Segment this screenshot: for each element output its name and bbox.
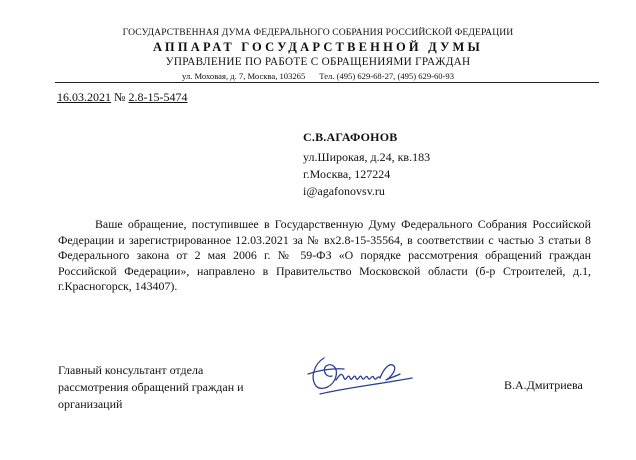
registration-number-sign: № bbox=[114, 90, 126, 104]
handwritten-signature bbox=[300, 348, 420, 403]
recipient-block bbox=[303, 129, 430, 200]
header-divider bbox=[55, 82, 599, 83]
org-name-line: ГОСУДАРСТВЕННАЯ ДУМА ФЕДЕРАЛЬНОГО СОБРАНИЯ РОССИЙСКОЙ ФЕДЕРАЦИИ bbox=[122, 27, 514, 38]
letter-body: Ваше обращение, поступившее в Государственную Думу Федерального Собрания Российской Федерации и зарегистрированное 12.03.2021 за № вх2.8-15-35564, в соответствии с частью 3 статьи 8 Федерального закона от 2 мая 2006 г. № 59-ФЗ «О порядке рассмотрения обращений граждан Российской Федерации», направлено в Правительство Московской области (б-р Строителей, д.1, г.Красногорск, 143407). bbox=[58, 217, 591, 294]
recipient-street: ул.Широкая, д.24, кв.183 bbox=[303, 150, 431, 164]
signer-position bbox=[58, 362, 244, 413]
signer-name: В.А.Дмитриева bbox=[504, 378, 583, 392]
org-address: ул. Моховая, д. 7, Москва, 103265 bbox=[181, 71, 306, 81]
org-phone: Тел. (495) 629-68-27, (495) 629-60-93 bbox=[319, 71, 455, 81]
contacts-line bbox=[0, 71, 636, 81]
recipient-city: г.Москва, 127224 bbox=[303, 167, 391, 181]
registration-line bbox=[57, 90, 187, 105]
signer-position-line: рассмотрения обращений граждан и bbox=[58, 380, 244, 394]
apparatus-title: АППАРАТ ГОСУДАРСТВЕННОЙ ДУМЫ bbox=[153, 40, 483, 54]
recipient-email: i@agafonovsv.ru bbox=[303, 184, 385, 198]
recipient-name: С.В.АГАФОНОВ bbox=[303, 130, 398, 144]
department-title: УПРАВЛЕНИЕ ПО РАБОТЕ С ОБРАЩЕНИЯМИ ГРАЖДАН bbox=[165, 56, 471, 68]
signer-position-line: Главный консультант отдела bbox=[58, 363, 204, 377]
registration-number: 2.8-15-5474 bbox=[128, 90, 188, 104]
registration-date: 16.03.2021 bbox=[57, 90, 111, 104]
signer-position-line: организаций bbox=[58, 397, 123, 411]
